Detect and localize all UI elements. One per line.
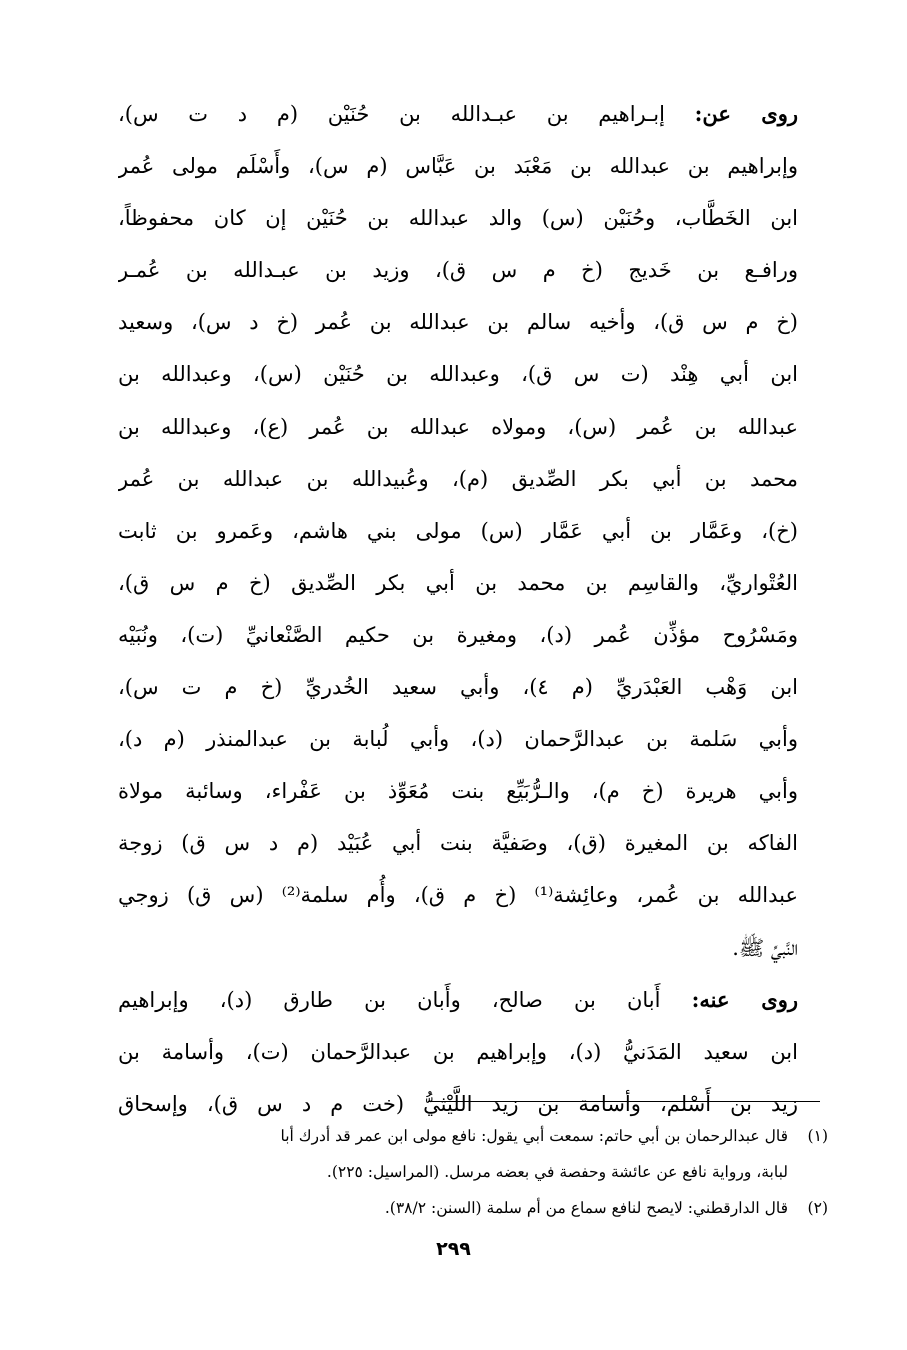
section-lead: روى عن: [694, 101, 798, 126]
footnote-1-continuation: لبابة، ورواية نافع عن عائشة وحفصة في بعضه مرسل. (المراسيل: ٢٢٥). [326, 1163, 788, 1181]
footnote-2 [118, 1190, 828, 1226]
text-line-9: (خ)، وعَمَّار بن أبي عَمَّار (س) مولى بني هاشم، وعَمرو بن ثابت [118, 518, 798, 543]
text-line-10: العُتْواريِّ، والقاسِم بن محمد بن أبي بكر الصِّديق (خ م س ق)، [118, 570, 798, 595]
text-line-3: ابن الخَطَّاب، وحُنَيْن (س) والد عبدالله بن حُنَيْن إن كان محفوظاً، [118, 206, 798, 231]
footnote-text: قال الدارقطني: لايصح لنافع سماع من أم سلمة (السنن: ٣٨/٢). [384, 1199, 788, 1217]
text-line-12: ابن وَهْب العَبْدَريِّ (م ٤)، وأبي سعيد الخُدريِّ (خ م ت س)، [118, 675, 798, 700]
text-line-8: محمد بن أبي بكر الصِّديق (م)، وعُبيدالله بن عبدالله بن عُمر [118, 466, 798, 491]
text-line-17: النَّبيِّ ﷺ. [732, 935, 798, 960]
footnote-number: (١) [807, 1127, 828, 1145]
footnote-divider [428, 1101, 820, 1102]
text-line-6: ابن أبي هِنْد (ت س ق)، وعبدالله بن حُنَيْن (س)، وعبدالله بن [118, 362, 798, 387]
footnotes [118, 1118, 828, 1226]
text-line-15: الفاكه بن المغيرة (ق)، وصَفيَّة بنت أبي عُبَيْد (م د س ق) زوجة [118, 831, 798, 856]
footnote-text: قال عبدالرحمان بن أبي حاتم: سمعت أبي يقول: نافع مولى ابن عمر قد أدرك أبا [280, 1127, 788, 1145]
text-line-7: عبدالله بن عُمر (س)، ومولاه عبدالله بن عُمر (ع)، وعبدالله بن [118, 414, 798, 439]
text-line-11: ومَسْرُوح مؤذِّن عُمر (د)، ومغيرة بن حكيم الصَّنْعانيِّ (ت)، ونُبَيْه [118, 622, 798, 647]
text-line-14: وأبي هريرة (خ م)، والـرُّبَيِّع بنت مُعَوِّذ بن عَفْراء، وسائبة مولاة [118, 779, 798, 804]
text-line-5: (خ م س ق)، وأخيه سالم بن عبدالله بن عُمر (خ د س)، وسعيد [118, 310, 798, 335]
main-text [118, 88, 798, 1130]
page-number: ٢٩٩ [436, 1238, 471, 1260]
text-line-18: روى عنه: أَبان بن صالح، وأَبان بن طارق (د)، وإبراهيم [118, 986, 798, 1012]
text-line-19: ابن سعيد المَدَنيُّ (د)، وإبراهيم بن عبدالرَّحمان (ت)، وأسامة بن [118, 1039, 798, 1064]
footnote-1 [118, 1118, 828, 1154]
text-line-2: وإبراهيم بن عبدالله بن مَعْبَد بن عَبَّاس (م س)، وأَسْلَم مولى عُمر [118, 154, 798, 179]
footnote-number: (٢) [807, 1199, 828, 1217]
text-line-13: وأبي سَلمة بن عبدالرَّحمان (د)، وأبي لُبابة بن عبدالمنذر (م د)، [118, 727, 798, 752]
text-line-20: زيد بن أَسْلم، وأسامة بن زيد اللَّيْثيُّ (خت م د س ق)، وإسحاق [118, 1091, 798, 1116]
section-lead: روى عنه: [691, 986, 798, 1012]
text-line-16: عبدالله بن عُمر، وعائِشة⁽¹⁾ (خ م ق)، وأُم سلمة⁽²⁾ (س ق) زوجي [118, 883, 798, 908]
text-line-4: ورافـع بن خَديج (خ م س ق)، وزيد بن عبـدالله بن عُمـر [118, 258, 798, 283]
text-line-1: روى عن: إبـراهيم بن عبـدالله بن حُنَيْن (م د ت س)، [118, 101, 798, 126]
